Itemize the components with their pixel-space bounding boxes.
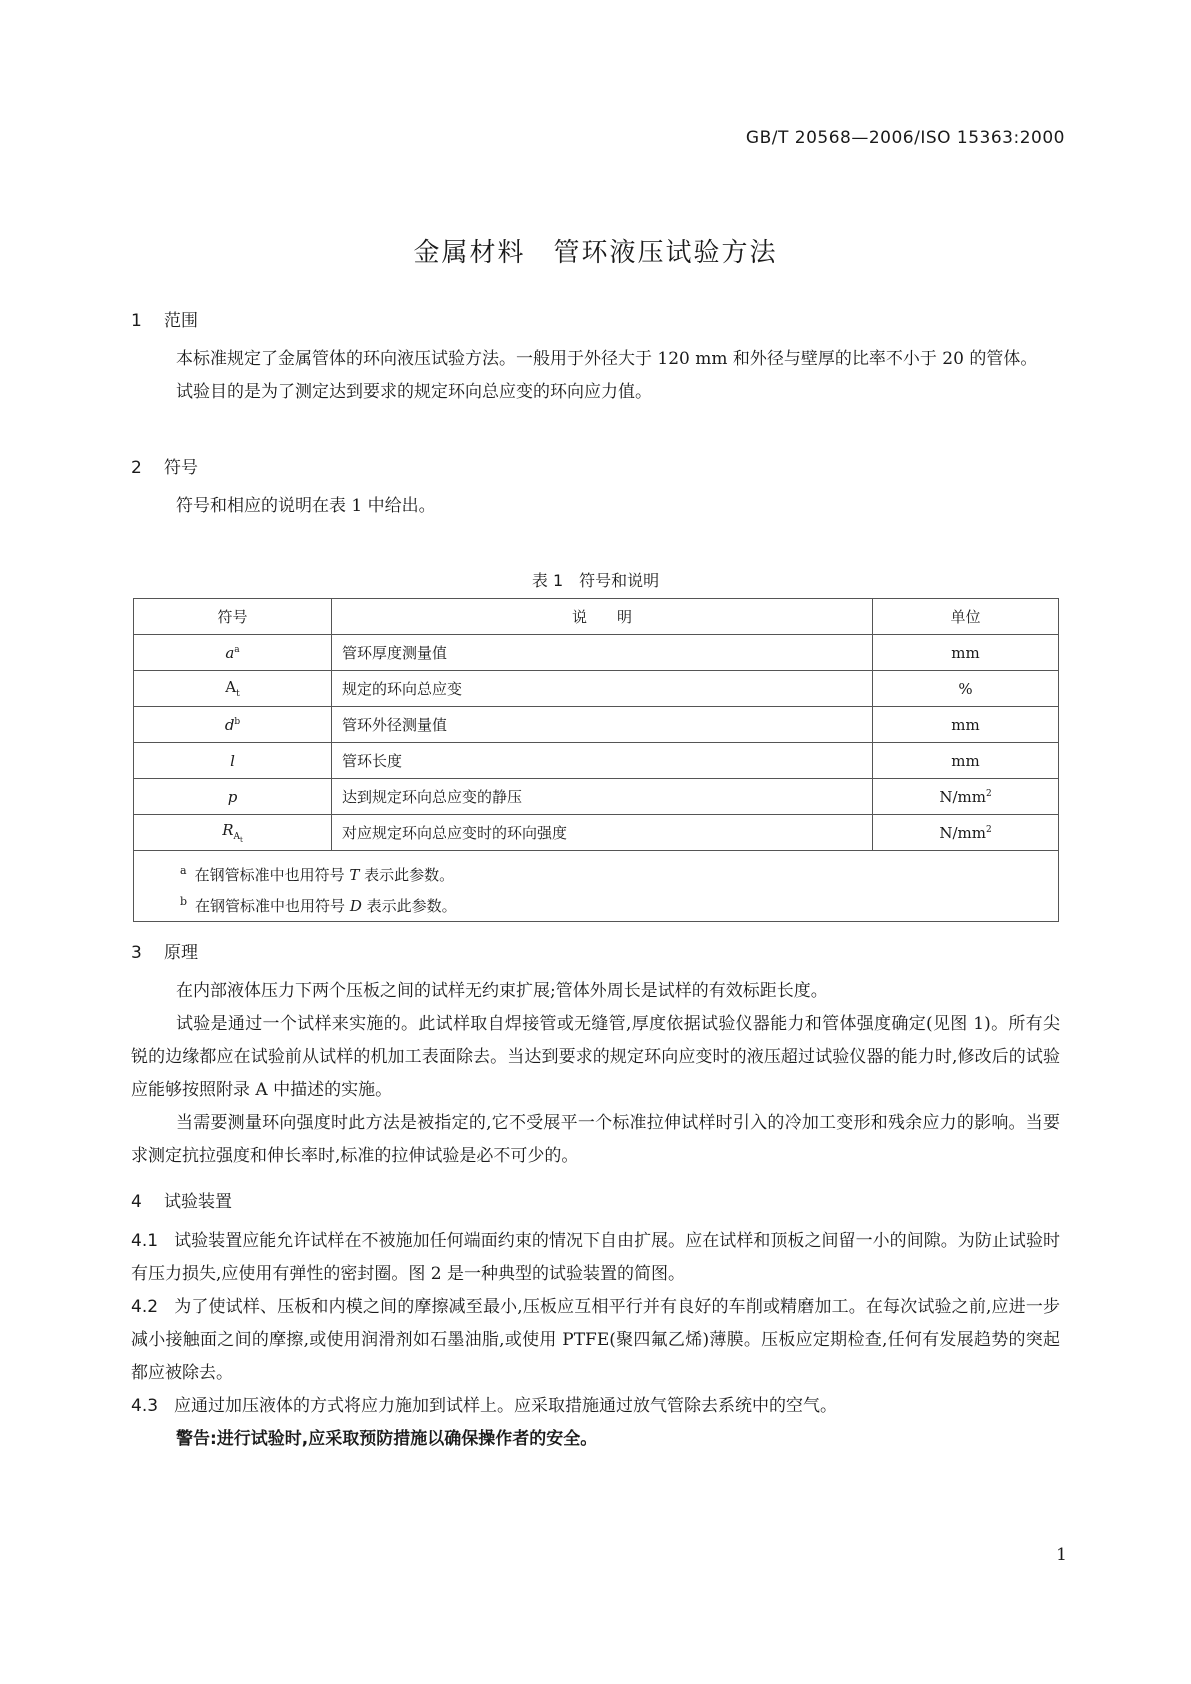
paragraph: 试验目的是为了测定达到要求的规定环向总应变的环向应力值。	[176, 382, 652, 402]
section-3-heading	[131, 938, 198, 963]
clause-4-1: 4.1 试验装置应能允许试样在不被施加任何端面约束的情况下自由扩展。应在试样和顶板之间留一小的间隙。为防止试验时有压力损失,应使用有弹性的密封圈。图 2 是一种典型的试验装置的简图。	[131, 1231, 1060, 1284]
symbols-table	[133, 598, 1059, 922]
table-row	[134, 815, 1059, 851]
table-notes	[134, 851, 1059, 922]
table-header-row	[134, 599, 1059, 635]
table-row	[134, 743, 1059, 779]
header-symbol: 符号	[134, 599, 332, 635]
unit-cell: %	[873, 671, 1059, 707]
paragraph: 符号和相应的说明在表 1 中给出。	[176, 496, 436, 516]
section-title: 原理	[164, 943, 198, 963]
section-1-body	[131, 343, 1060, 409]
standard-code: GB/T 20568—2006/ISO 15363:2000	[745, 128, 1065, 148]
unit-cell: mm	[873, 635, 1059, 671]
section-4-body	[131, 1225, 1060, 1456]
symbol-cell: l	[134, 743, 332, 779]
header-unit: 单位	[873, 599, 1059, 635]
table-footnote: $^a$ 在钢管标准中也用符号 T 表示此参数。	[180, 864, 455, 884]
paragraph: 本标准规定了金属管体的环向液压试验方法。一般用于外径大于 120 mm 和外径与壁厚的比率不小于 20 的管体。	[176, 349, 1038, 369]
section-1-heading	[131, 306, 198, 331]
warning-text: 警告:进行试验时,应采取预防措施以确保操作者的安全。	[176, 1429, 598, 1449]
symbol-cell: $A_t$	[134, 671, 332, 707]
unit-cell: mm	[873, 743, 1059, 779]
section-number: 4	[131, 1192, 142, 1212]
table-row	[134, 779, 1059, 815]
section-number: 1	[131, 311, 142, 331]
clause-4-2: 4.2 为了使试样、压板和内模之间的摩擦减至最小,压板应互相平行并有良好的车削或精磨加工。在每次试验之前,应进一步减小接触面之间的摩擦,或使用润滑剂如石墨油脂,或使用 PTFE(聚四氟乙烯)薄膜。压板应定期检查,任何有发展趋势的突起都应被除去。	[131, 1297, 1060, 1383]
table-row	[134, 635, 1059, 671]
table-row	[134, 707, 1059, 743]
unit-cell: $N/mm^2$	[873, 779, 1059, 815]
table-notes-row	[134, 851, 1059, 922]
paragraph: 试验是通过一个试样来实施的。此试样取自焊接管或无缝管,厚度依据试验仪器能力和管体强度确定(见图 1)。所有尖锐的边缘都应在试验前从试样的机加工表面除去。当达到要求的规定环向应变时的液压超过试验仪器的能力时,修改后的试验应能够按照附录 A 中描述的实施。	[131, 1014, 1060, 1100]
section-3-body	[131, 975, 1060, 1173]
symbol-cell: p	[134, 779, 332, 815]
page-title: 金属材料 管环液压试验方法	[413, 238, 778, 268]
description-cell: 管环外径测量值	[332, 707, 873, 743]
table-caption: 表 1 符号和说明	[531, 571, 660, 590]
symbol-cell: $d^b$	[134, 707, 332, 743]
description-cell: 规定的环向总应变	[332, 671, 873, 707]
unit-cell: mm	[873, 707, 1059, 743]
paragraph: 当需要测量环向强度时此方法是被指定的,它不受展平一个标准拉伸试样时引入的冷加工变形和残余应力的影响。当要求测定抗拉强度和伸长率时,标准的拉伸试验是必不可少的。	[131, 1113, 1060, 1166]
section-number: 2	[131, 458, 142, 478]
section-title: 范围	[164, 311, 198, 331]
description-cell: 达到规定环向总应变的静压	[332, 779, 873, 815]
page-number: 1	[1056, 1545, 1067, 1565]
symbol-cell: $R_{A_t}$	[134, 815, 332, 851]
table-row	[134, 671, 1059, 707]
symbol-cell: $a^a$	[134, 635, 332, 671]
section-number: 3	[131, 943, 142, 963]
section-2-body	[131, 490, 1060, 523]
table-footnote: $^b$ 在钢管标准中也用符号 D 表示此参数。	[180, 895, 457, 915]
unit-cell: $N/mm^2$	[873, 815, 1059, 851]
paragraph: 在内部液体压力下两个压板之间的试样无约束扩展;管体外周长是试样的有效标距长度。	[176, 981, 828, 1001]
description-cell: 管环长度	[332, 743, 873, 779]
description-cell: 对应规定环向总应变时的环向强度	[332, 815, 873, 851]
header-description: 说 明	[332, 599, 873, 635]
section-2-heading	[131, 453, 198, 478]
section-title: 试验装置	[164, 1192, 232, 1212]
section-4-heading	[131, 1187, 232, 1212]
section-title: 符号	[164, 458, 198, 478]
clause-4-3: 4.3 应通过加压液体的方式将应力施加到试样上。应采取措施通过放气管除去系统中的空气。	[131, 1396, 838, 1416]
description-cell: 管环厚度测量值	[332, 635, 873, 671]
